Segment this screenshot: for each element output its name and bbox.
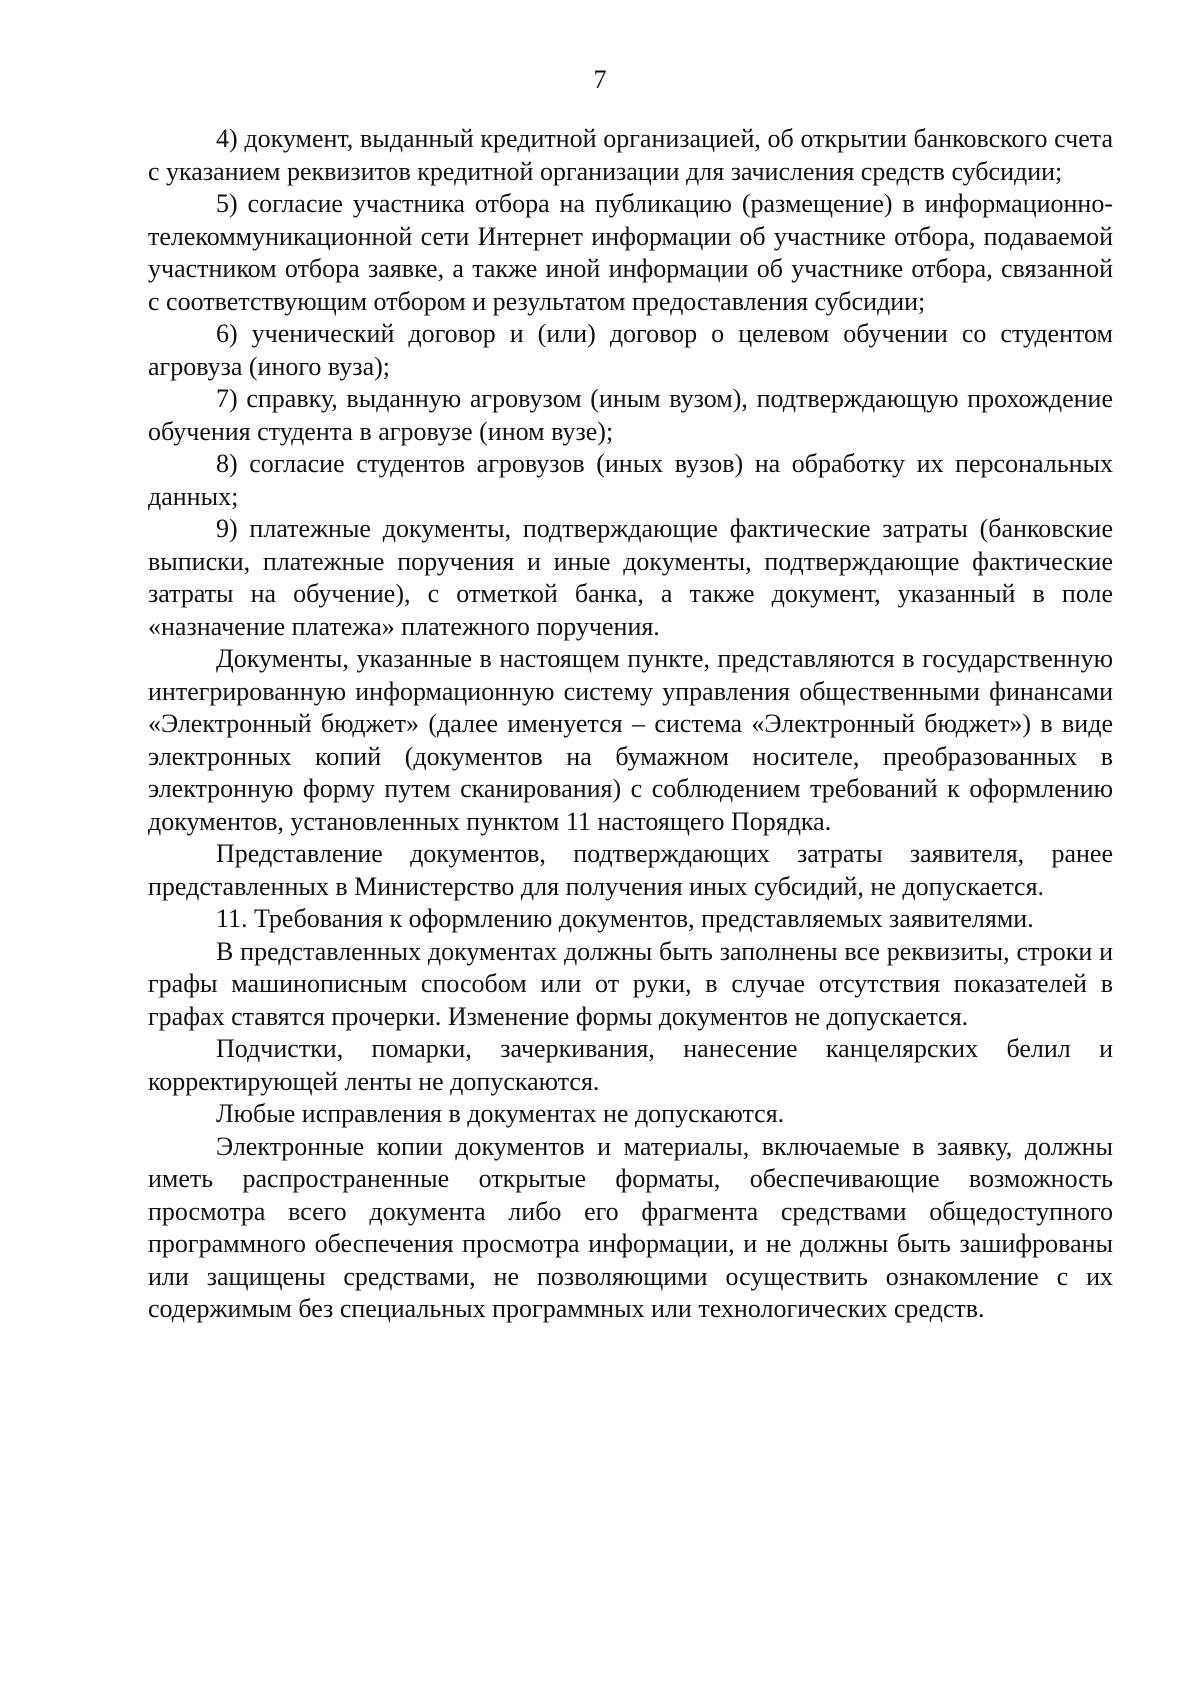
list-item-6-student-contract: 6) ученический договор и (или) договор о целевом обучении со студентом агровуза (иного вуза); <box>148 319 1113 381</box>
paragraph-requisites: В представленных документах должны быть заполнены все реквизиты, строки и графы машинописным способом или от руки, в случае отсутствия показателей в графах ставятся прочерки. Изменение формы документов не допускается. <box>148 936 1113 1031</box>
page-number: 7 <box>593 65 607 94</box>
section-11-heading: 11. Требования к оформлению документов, представляемых заявителями. <box>216 904 1034 933</box>
list-item-4-bank-document: 4) документ, выданный кредитной организацией, об открытии банковского счета с указанием реквизитов кредитной организации для зачисления средств субсидии; <box>148 124 1113 186</box>
list-item-7-study-certificate: 7) справку, выданную агровузом (иным вузом), подтверждающую прохождение обучения студента в агровузе (ином вузе); <box>148 384 1113 446</box>
list-item-8-data-consent: 8) согласие студентов агровузов (иных вузов) на обработку их персональных данных; <box>148 449 1113 511</box>
list-item-9-payment-documents: 9) платежные документы, подтверждающие фактические затраты (банковские выписки, платежные поручения и иные документы, подтверждающие фактические затраты на обучение), с отметкой банка, а также документ, указанный в поле «назначение платежа» платежного поручения. <box>148 514 1113 641</box>
document-body <box>148 123 1113 1326</box>
paragraph-previous-documents: Представление документов, подтверждающих затраты заявителя, ранее представленных в Министерство для получения иных субсидий, не допускается. <box>148 839 1113 901</box>
list-item-5-publication-consent: 5) согласие участника отбора на публикацию (размещение) в информационно-телекоммуникационной сети Интернет информации об участнике отбора, подаваемой участником отбора заявке, а также иной информации об участнике отбора, связанной с соответствующим отбором и результатом предоставления субсидии; <box>148 189 1113 316</box>
paragraph-electronic-copies: Электронные копии документов и материалы, включаемые в заявку, должны иметь распространенные открытые форматы, обеспечивающие возможность просмотра всего документа либо его фрагмента средствами общедоступного программного обеспечения просмотра информации, и не должны быть зашифрованы или защищены средствами, не позволяющими осуществить ознакомление с их содержимым без специальных программных или технологических средств. <box>148 1131 1113 1323</box>
paragraph-electronic-budget: Документы, указанные в настоящем пункте, представляются в государственную интегрированную информационную систему управления общественными финансами «Электронный бюджет» (далее именуется – система «Электронный бюджет») в виде электронных копий (документов на бумажном носителе, преобразованных в электронную форму путем сканирования) с соблюдением требований к оформлению документов, установленных пунктом 11 настоящего Порядка. <box>148 644 1113 836</box>
paragraph-corrections-forbidden: Любые исправления в документах не допускаются. <box>216 1099 785 1128</box>
paragraph-corrections-tape: Подчистки, помарки, зачеркивания, нанесение канцелярских белил и корректирующей ленты не допускаются. <box>148 1034 1113 1096</box>
